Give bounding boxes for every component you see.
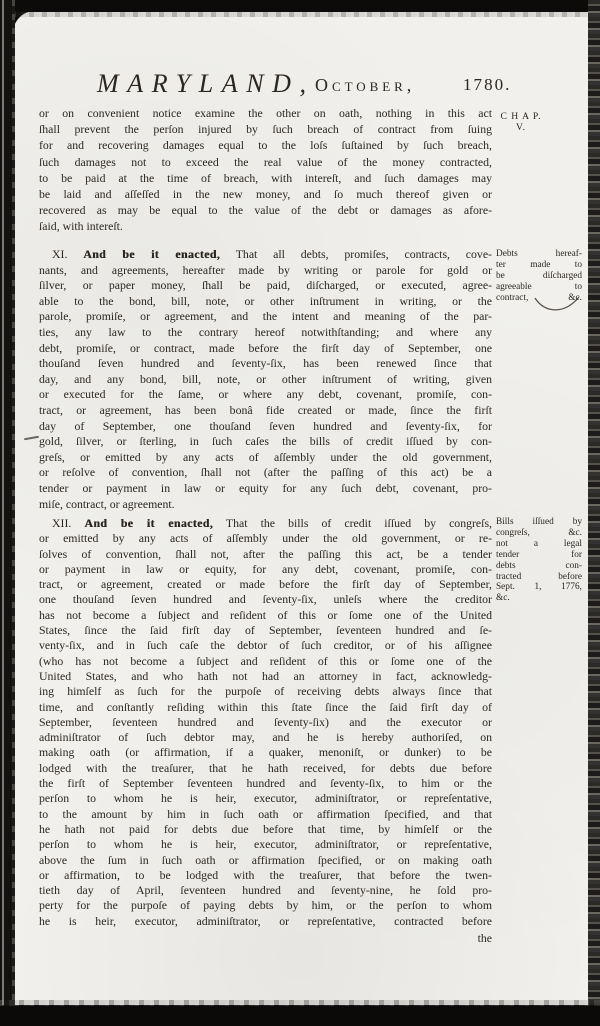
text-line: perſon to whom he is heir, executor, adminiſtrator, or repreſentative, [39,791,492,806]
text-line: or on convenient notice examine the other on oath, nothing in this act [39,106,492,120]
section-text: That all debts, promiſes, contracts, cove- [235,247,492,261]
text-line: debt, promiſe, or contract, made before the firſt day of September, one [39,340,492,355]
text-line: ties, any law to the contrary hereof notwithſtanding; and where any [39,324,492,339]
text-line: tracted before [496,571,582,582]
text-line: ſhall prevent the perſon injured by ſuch breach of contract from ſuing [39,122,492,137]
text-line: to be paid at the time of breach, with intereſt, and ſuch damages may [39,170,492,185]
text-line: nants, and agreements, hereafter made by writing or parole for gold or [39,262,492,277]
text-line: recovered as may be equal to the value of the debt or damages as afore- [39,203,492,218]
enacting-clause: And be it enacted, [84,516,214,530]
text-line: ter made to [496,259,582,270]
text-line: day of September, one thouſand ſeven hundred and ſeventy-ſix, for [39,418,492,433]
text-line: the firſt of September ſeventeen hundred and ſeventy-ſix, to him or the [39,776,492,791]
text-line: States, ſince the ſaid firſt day of September, ſeventeen hundred and ſe- [39,623,492,638]
text-line: ſilver, or paper money, ſhall be paid, diſcharged, or executed, agree- [39,278,492,293]
page-paper [13,11,590,1006]
text-line: contract, &c. [496,292,582,303]
text-line: (who has not become a ſubject and reſident of this or ſome one of the [39,653,492,668]
text-line: congreſs, &c. [496,527,582,538]
text-line: perſon to whom he is heir, executor, adminiſtrator, or repreſentative, [39,837,492,852]
text-line: making oath (or affirmation, if a quaker, menoniſt, or dunker) to be [39,745,492,760]
text-line: above the ſum in ſuch oath or affirmation ſpecified, or on making oath [39,852,492,867]
text-line: not a legal [496,538,582,549]
text-line: tract, or agreement, has been bonâ fide created or made, ſince the firſt [39,402,492,417]
text-line: thouſand ſeven hundred and ſeventy-ſix, has been renewed ſince that [39,356,492,371]
text-line: miſe, contract, or agreement. [39,496,175,511]
text-line: one thouſand ſeven hundred and ſeventy-ſix, unleſs where the creditor [39,592,492,607]
catchword: the [477,931,492,945]
margin-chapter-heading [496,111,546,133]
text-line: day, and any bond, bill, note, or other inſtrument of writing, given [39,371,492,386]
text-line: venty-ſix, and in ſuch caſe the debtor of ſuch creditor, or of his aſſignee [39,638,492,653]
section-xi [39,247,492,512]
running-head-state: MARYLAND, [97,69,315,98]
text-line: adminiſtrator of ſuch debtor may, and he is hereby authoriſed, on [39,730,492,745]
scan-edge-left [0,0,15,1026]
text-line: able to the bond, bill, note, or other inſtrument in writing, or the [39,293,492,308]
text-line: or payment in law or equity, for any debt, covenant, promiſe, con- [39,561,492,576]
pen-mark [24,436,39,441]
scan-edge-bottom [0,1005,600,1026]
scan-edge-top [0,0,600,12]
text-line: be laid and aſſeſſed in the new money, and ſo much thereof given or [39,187,492,202]
section-xi-lines [39,263,492,513]
text-line: or executed for the ſame, or where any debt, covenant, promiſe, con- [39,387,492,402]
text-line: time, and conſtantly reſiding within this ſtate ſince the ſaid firſt day of [39,699,492,714]
text-line: September, ſeventeen hundred and ſeventy-ſix) and the executor or [39,714,492,729]
text-line: be diſcharged [496,270,582,281]
chapter-number: V. [515,122,527,133]
text-line: to the amount by him in ſuch oath or affirmation ſpecified, and that [39,806,492,821]
text-line: or affirmation, to be lodged with the treaſurer, that before the twen- [39,867,492,882]
margin-note-bills [496,517,582,604]
text-line: tieth day of April, ſeventeen hundred and ſeventy-nine, he ſold pro- [39,883,492,898]
text-line: debts con- [496,560,582,571]
text-line: or reſolve of convention, ſhall not (after the paſſing of this act) be a [39,465,492,480]
text-line: agreeable to [496,281,582,292]
text-line: ſuch damages not to exceed the real value of the money contracted, [39,154,492,169]
text-line: tract, or agreement, created or made before the firſt day of September, [39,577,492,592]
section-number: XI. [52,247,68,261]
scan-edge-right [588,0,600,1026]
section-xii-first-line [39,516,492,531]
text-line: Debts hereaf- [496,249,582,259]
text-line: or emitted by any acts of aſſembly under the old government, or re- [39,531,492,546]
text-line: lodged with the treaſurer, that he hath received, for debts due before [39,760,492,775]
text-line: tender or payment in law or equity for any ſuch debt, covenant, pro- [39,480,492,495]
text-line: Sept. 1, 1776, [496,582,582,593]
enacting-clause: And be it enacted, [83,247,221,261]
running-head-session-month: October, [315,75,416,95]
text-line: &c. [496,593,510,604]
chapter-label: C H A P. [500,111,542,122]
text-line: has not become a ſubject and reſident of this or ſome one of the United [39,607,492,622]
text-line: ſolves of convention, ſhall not, after the paſſing this act, be a tender [39,546,492,561]
ink-flourish [533,293,581,317]
text-line: tender for [496,549,582,560]
running-head-year: 1780. [463,75,512,94]
text-line: United States, and who hath not had an attorney in fact, acknowledg- [39,668,492,683]
section-xii-lines [39,531,492,929]
text-line: Bills iſſued by [496,517,582,527]
text-line: for and recovering damages equal to the loſs ſuſtained by ſuch breach, [39,138,492,153]
section-text: That the bills of credit iſſued by congreſs, [225,516,492,530]
section-xi-first-line [39,247,492,263]
section-xii [39,516,492,929]
text-line: he hath not paid for debts due before that time, by himſelf or the [39,821,492,836]
text-line: greſs, or emitted by any acts of aſſembly under the old government, [39,449,492,464]
text-line: gold, ſilver, or ſterling, in ſuch caſes the bills of credit iſſued by con- [39,434,492,449]
text-line: perty for the purpoſe of paying debts by him, or the perſon to whom [39,898,492,913]
text-line: he is heir, executor, adminiſtrator, or repreſentative, contracted before [39,913,492,928]
section-number: XII. [52,516,72,530]
text-line: ing himſelf as ſuch for the purpoſe of receiving debts always ſince that [39,684,492,699]
text-line: parole, promiſe, or agreement, and the intent and meaning of the par- [39,309,492,324]
text-line: ſaid, with intereſt. [39,219,123,234]
paragraph-continuation [39,105,492,235]
